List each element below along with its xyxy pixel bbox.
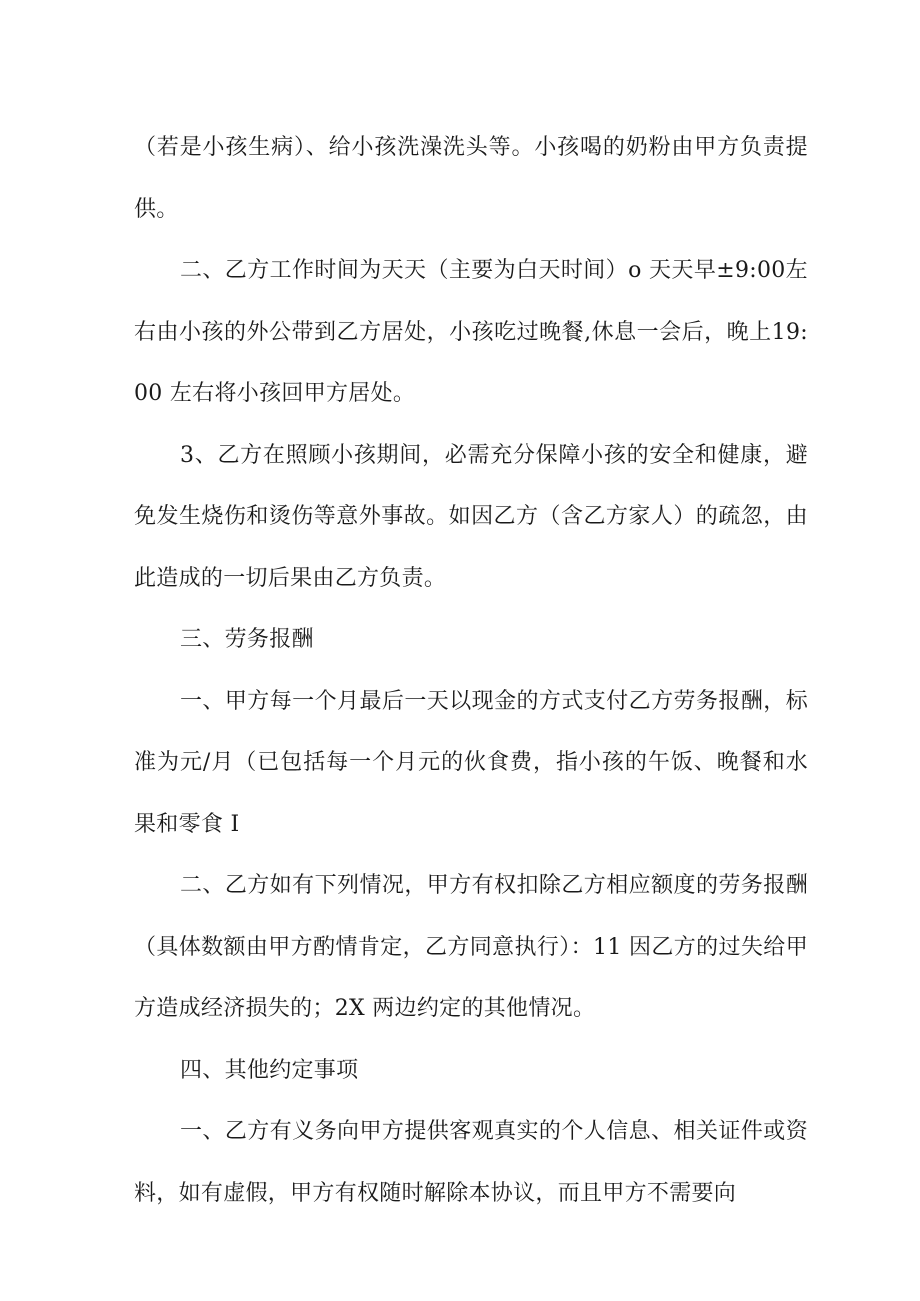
section-heading-remuneration: 三、劳务报酬: [180, 627, 314, 652]
section-heading-other-terms: 四、其他约定事项: [180, 1057, 359, 1083]
paragraph-6: 二、乙方如有下列情况，甲方有权扣除乙方相应额度的劳务报酬（具体数额由甲方酌情肯定，乙方同意执行）：11 因乙方的过失给甲方造成经济损失的；2X 两边约定的其他情况。: [134, 873, 808, 1021]
paragraph-5: 一、甲方每一个月最后一天以现金的方式支付乙方劳务报酬，标准为元/月（已包括每一个月元的伙食费，指小孩的午饭、晚餐和水果和零食 I: [134, 688, 808, 837]
paragraph-2: 二、乙方工作时间为天天（主要为白天时间）o 天天早±9:00左右由小孩的外公带到乙方居处，小孩吃过晚餐,休息一会后，晚上19:00 左右将小孩回甲方居处。: [134, 258, 808, 406]
paragraph-8: 一、乙方有义务向甲方提供客观真实的个人信息、相关证件或资料，如有虚假，甲方有权随时解除本协议，而且甲方不需要向: [134, 1119, 808, 1206]
paragraph-3: 3、乙方在照顾小孩期间，必需充分保障小孩的安全和健康，避免发生烧伤和烫伤等意外事故。如因乙方（含乙方家人）的疏忽，由此造成的一切后果由乙方负责。: [134, 442, 808, 591]
paragraph-1: （若是小孩生病）、给小孩洗澡洗头等。小孩喝的奶粉由甲方负责提供。: [134, 135, 808, 222]
